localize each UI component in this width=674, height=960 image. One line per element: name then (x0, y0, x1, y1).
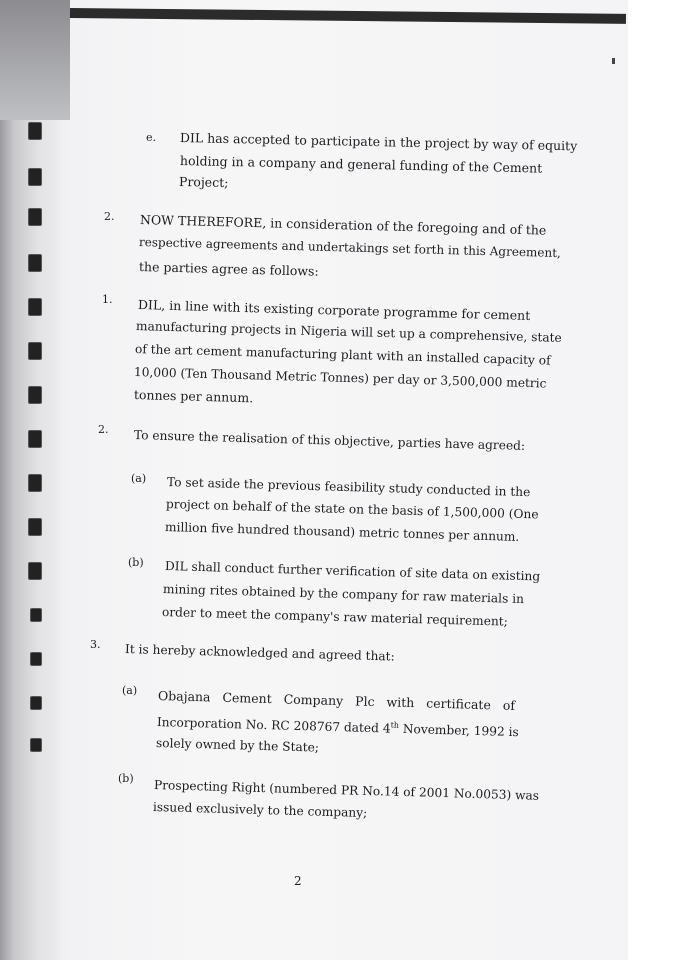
para-2b-line: mining rites obtained by the company for raw materials in (162, 582, 525, 607)
para-3b-line: issued exclusively to the company; (152, 800, 368, 820)
para-3a-line: solely owned by the State; (155, 736, 320, 755)
para-2a-marker: (a) (131, 472, 147, 485)
binding-ring-icon (28, 562, 42, 580)
item-e-line: Project; (178, 174, 229, 191)
binding-ring-icon (30, 608, 42, 622)
para-2-line: To ensure the realisation of this objective, parties have agreed: (133, 428, 526, 453)
para-3b-line: Prospecting Right (numbered PR No.14 of 2001 No.0053) was (153, 778, 540, 803)
page-top-edge (70, 8, 626, 24)
binding-ring-icon (28, 168, 42, 186)
item-e-marker: e. (146, 131, 157, 144)
binding-ring-icon (28, 122, 42, 140)
binding-ring-icon (30, 652, 42, 666)
binding-ring-icon (28, 518, 42, 536)
clause-2-line: the parties agree as follows: (138, 259, 319, 279)
binding-ring-icon (28, 254, 42, 272)
para-3a-marker: (a) (122, 684, 138, 697)
binding-ring-icon (28, 386, 42, 404)
scan-margin (628, 0, 674, 960)
binding-ring-icon (28, 208, 42, 226)
para-2a-line: To set aside the previous feasibility study conducted in the (166, 475, 531, 500)
para-1-line: of the art cement manufacturing plant with an installed capacity of (134, 342, 551, 368)
para-3a-superscript: th (390, 720, 400, 730)
clause-2-line: respective agreements and undertakings set forth in this Agreement, (138, 235, 562, 261)
para-2-marker: 2. (98, 423, 109, 436)
binding-ring-icon (28, 298, 42, 316)
binding-ring-icon (30, 696, 42, 710)
para-1-line: manufacturing projects in Nigeria will set up a comprehensive, state (135, 319, 562, 345)
binding-ring-icon (30, 738, 42, 752)
para-3a-text: November, 1992 is (398, 721, 519, 740)
item-e-line: holding in a company and general funding of the Cement (179, 153, 543, 176)
para-3a-text: Incorporation No. RC 208767 dated 4 (156, 715, 391, 736)
para-3-line: It is hereby acknowledged and agreed that: (124, 642, 395, 664)
para-3b-marker: (b) (118, 772, 134, 785)
para-3a-line: Obajana Cement Company Plc with certificate of (157, 688, 516, 713)
para-1-line: 10,000 (Ten Thousand Metric Tonnes) per day or 3,500,000 metric (133, 365, 547, 391)
page-mark (612, 58, 615, 64)
para-3a-line (157, 714, 519, 739)
para-1-line: tonnes per annum. (133, 387, 254, 406)
para-3-marker: 3. (90, 638, 101, 651)
para-2b-line: order to meet the company's raw material requirement; (161, 605, 508, 629)
binding-ring-icon (28, 430, 42, 448)
clause-2-marker: 2. (104, 210, 115, 223)
para-2a-line: million five hundred thousand) metric tonnes per annum. (164, 520, 520, 544)
para-2a-line: project on behalf of the state on the basis of 1,500,000 (One (165, 497, 539, 522)
binding-ring-icon (28, 474, 42, 492)
binding-shadow (0, 0, 70, 120)
clause-2-line: NOW THEREFORE, in consideration of the foregoing and of the (139, 212, 547, 238)
para-1-marker: 1. (102, 293, 113, 306)
para-2b-marker: (b) (128, 556, 144, 569)
para-1-line: DIL, in line with its existing corporate programme for cement (137, 297, 531, 323)
item-e-line: DIL has accepted to participate in the project by way of equity (179, 130, 578, 154)
page-number: 2 (294, 874, 302, 888)
binding-ring-icon (28, 342, 42, 360)
para-2b-line: DIL shall conduct further verification of site data on existing (164, 559, 541, 584)
